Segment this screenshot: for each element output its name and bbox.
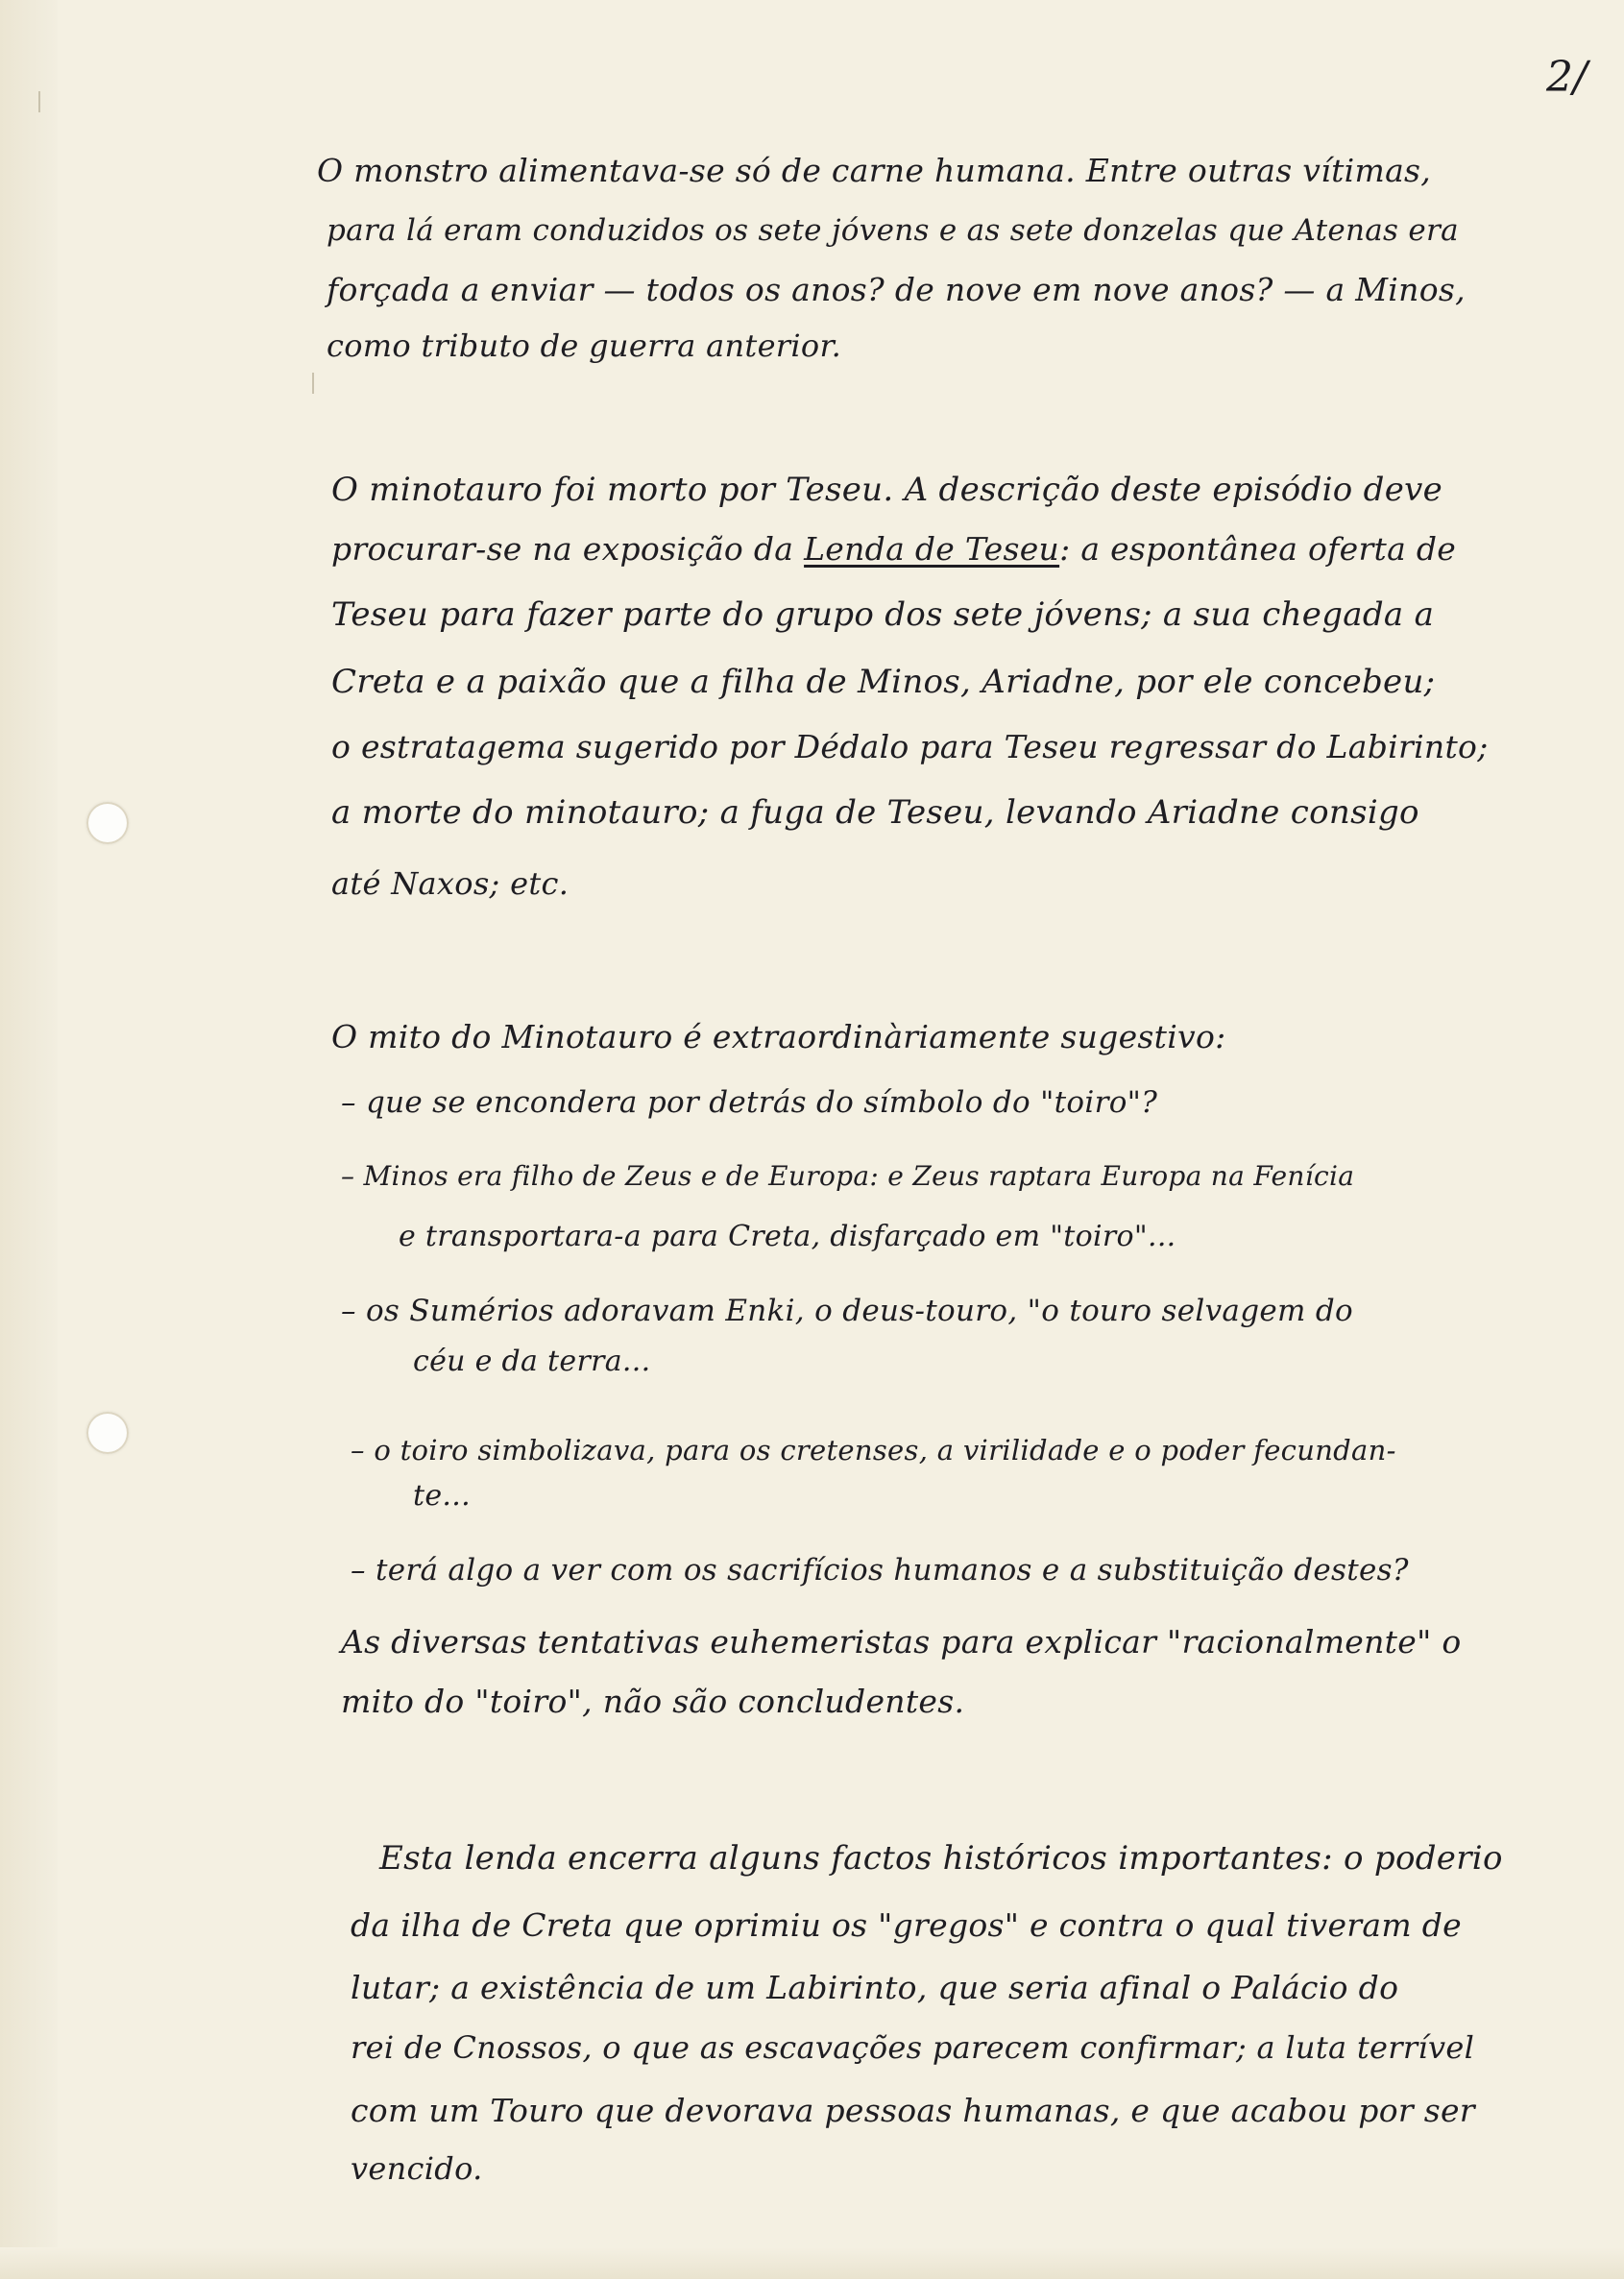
text-line: para lá eram conduzidos os sete jóvens e as sete donzelas que Atenas era (327, 213, 1459, 248)
text-line: Creta e a paixão que a filha de Minos, Ariadne, por ele concebeu; (331, 663, 1436, 701)
page-number: 2/ (1546, 53, 1588, 102)
text-line: Teseu para fazer parte do grupo dos sete jóvens; a sua chegada a (331, 595, 1435, 634)
list-item: – os Sumérios adoravam Enki, o deus-touro, "o touro selvagem do (341, 1294, 1353, 1328)
lenda-de-teseu-reference: Lenda de Teseu (804, 530, 1060, 568)
text-line: como tributo de guerra anterior. (327, 327, 842, 364)
list-item: – Minos era filho de Zeus e de Europa: e Zeus raptara Europa na Fenícia (341, 1160, 1355, 1192)
text-line: te... (413, 1479, 471, 1513)
text-line: vencido. (351, 2150, 483, 2187)
text-line: As diversas tentativas euhemeristas para explicar "racionalmente" o (341, 1623, 1462, 1661)
paper-bottom-edge (0, 2247, 1624, 2279)
paper-mark (312, 373, 314, 394)
text-line: mito do "toiro", não são concludentes. (341, 1683, 965, 1720)
text-line: Esta lenda encerra alguns factos históricos importantes: o poderio (379, 1839, 1503, 1878)
text-line: o estratagema sugerido por Dédalo para Teseu regressar do Labirinto; (331, 728, 1489, 765)
text-line (331, 530, 1456, 569)
punch-hole-lower (86, 1412, 129, 1454)
text-line: O monstro alimentava-se só de carne humana. Entre outras vítimas, (317, 152, 1432, 189)
text-line: céu e da terra... (413, 1345, 651, 1378)
text-line: da ilha de Creta que oprimiu os "gregos" e contra o qual tiveram de (351, 1906, 1462, 1944)
paper-left-edge (0, 0, 58, 2279)
punch-hole-upper (86, 802, 129, 844)
text-line: e transportara-a para Creta, disfarçado em "toiro"... (399, 1220, 1176, 1253)
text-line: O mito do Minotauro é extraordinàriamente sugestivo: (331, 1018, 1226, 1055)
text-line: rei de Cnossos, o que as escavações parecem confirmar; a luta terrível (351, 2029, 1475, 2066)
text-line: até Naxos; etc. (331, 865, 570, 902)
list-item: – que se encondera por detrás do símbolo do "toiro"? (341, 1085, 1158, 1120)
text-line: forçada a enviar — todos os anos? de nove em nove anos? — a Minos, (327, 271, 1466, 308)
text-line: lutar; a existência de um Labirinto, que seria afinal o Palácio do (351, 1969, 1399, 2006)
text-segment: procurar-se na exposição da (331, 530, 805, 568)
text-line: com um Touro que devorava pessoas humanas, e que acabou por ser (351, 2092, 1475, 2129)
text-line: O minotauro foi morto por Teseu. A descrição deste episódio deve (331, 471, 1443, 509)
list-item: – o toiro simbolizava, para os cretenses, a virilidade e o poder fecundan- (351, 1434, 1396, 1467)
list-item: – terá algo a ver com os sacrifícios humanos e a substituição destes? (351, 1553, 1409, 1588)
paper-mark (38, 91, 40, 112)
text-line: a morte do minotauro; a fuga de Teseu, levando Ariadne consigo (331, 793, 1419, 832)
text-segment: : a espontânea oferta de (1059, 530, 1457, 568)
